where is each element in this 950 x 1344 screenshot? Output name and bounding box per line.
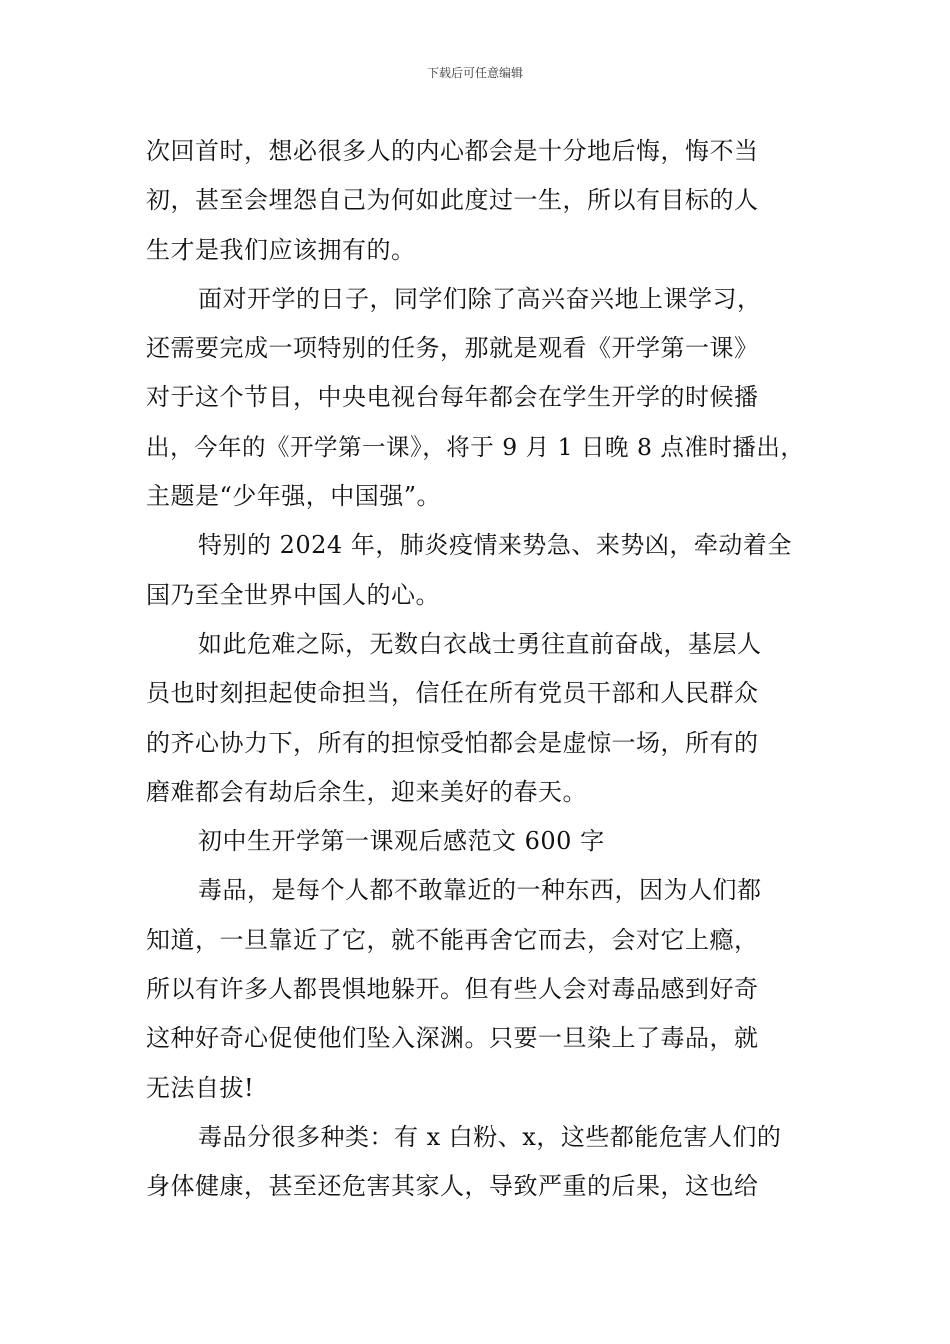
page-header: 下载后可任意编辑 [426,66,523,80]
text-line: 无法自拔! [146,1073,255,1102]
text-line: 所以有许多人都畏惧地躲开。但有些人会对毒品感到好奇 [146,975,759,1004]
text-line: 对于这个节目，中央电视台每年都会在学生开学的时候播 [146,383,759,412]
text-line: 的齐心协力下，所有的担惊受怕都会是虚惊一场，所有的 [146,728,759,757]
text-line: 知道，一旦靠近了它，就不能再舍它而去，会对它上瘾， [146,925,759,954]
text-line: 出，今年的《开学第一课》，将于 9 月 1 日晚 8 点准时播出， [146,432,805,461]
text-line: 身体健康，甚至还危害其家人，导致严重的后果，这也给 [146,1172,759,1201]
text-line: 主题是“少年强，中国强”。 [146,482,442,511]
text-line: 初，甚至会埋怨自己为何如此度过一生，所以有目标的人 [146,186,759,215]
text-line: 初中生开学第一课观后感范文 600 字 [198,827,605,856]
text-line: 磨难都会有劫后余生，迎来美好的春天。 [146,777,587,806]
text-line: 生才是我们应该拥有的。 [146,235,416,264]
text-line: 面对开学的日子，同学们除了高兴奋兴地上课学习， [198,284,762,313]
text-line: 毒品，是每个人都不敢靠近的一种东西，因为人们都 [198,876,762,905]
text-line: 如此危难之际，无数白衣战士勇往直前奋战，基层人 [198,629,762,658]
text-line: 特别的 2024 年，肺炎疫情来势急、来势凶，牵动着全 [198,531,792,560]
text-line: 这种好奇心促使他们坠入深渊。只要一旦染上了毒品，就 [146,1024,759,1053]
text-line: 还需要完成一项特别的任务，那就是观看《开学第一课》 [146,334,759,363]
text-line: 毒品分很多种类：有 x 白粉、x，这些都能危害人们的 [198,1122,782,1151]
text-line: 国乃至全世界中国人的心。 [146,580,440,609]
document-body [146,127,816,1212]
text-line: 次回首时，想必很多人的内心都会是十分地后悔，悔不当 [146,137,759,165]
text-line: 员也时刻担起使命担当，信任在所有党员干部和人民群众 [146,679,759,708]
